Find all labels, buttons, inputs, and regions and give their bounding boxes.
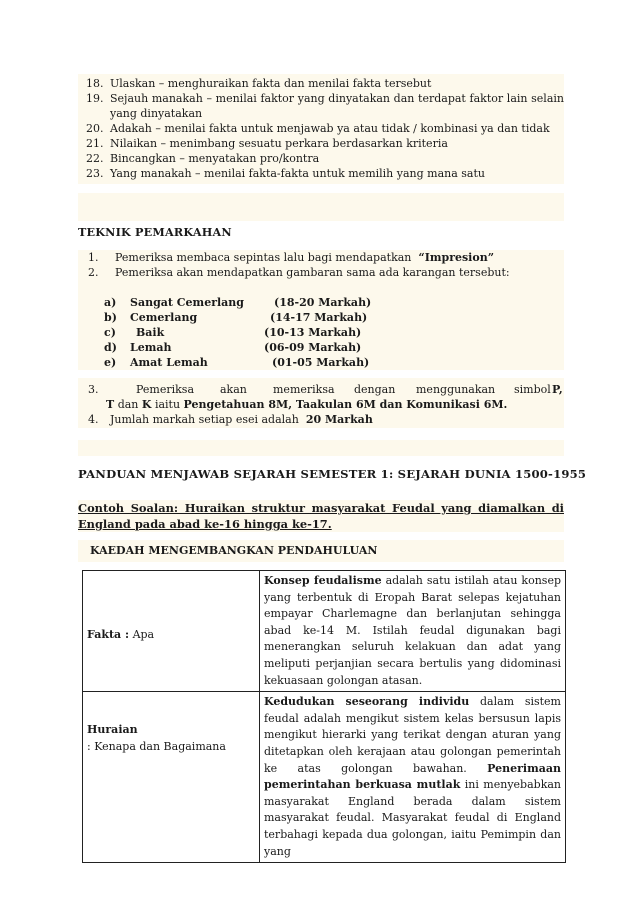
kaedah-heading: KAEDAH MENGEMBANGKAN PENDAHULUAN [78,540,564,562]
list-item: 23. Yang manakah – menilai fakta-fakta untuk memilih yang mana satu [86,167,485,180]
table-row [83,571,566,692]
table-cell-content: Kedudukan seseorang individu dalam sistem feudal adalah mengikut sistem kelas bersusun lapis mengikut hierarki yang terikat dengan aturan yang ditetapkan oleh kerajaan atau golongan pemerintah ke atas golongan bawahan. Penerimaan pemerintahan berkuasa mutlak ini menyebabkan masyarakat England berada dalam sistem masyarakat feudal. Masyarakat feudal di England terbahagi kepada dua golongan, iaitu Pemimpin dan yang [260,692,566,863]
list-item: 21. Nilaikan – menimbang sesuatu perkara berdasarkan kriteria [86,137,448,150]
list-item: 19. Sejauh manakah – menilai faktor yang dinyatakan dan terdapat faktor lain selain yang dinyatakan [86,92,564,120]
table-row [83,692,566,863]
grade-row: e) Amat Lemah (01-05 Markah) [104,356,370,369]
section-heading-panduan: PANDUAN MENJAWAB SEJARAH SEMESTER 1: SEJARAH DUNIA 1500-1955 [78,467,587,481]
grade-row: d) Lemah (06-09 Markah) [104,341,362,354]
kaedah-table [82,570,566,863]
glossary-list [78,74,564,184]
shaded-spacer [78,193,564,221]
contoh-soalan: Contoh Soalan: Huraikan struktur masyarakat Feudal yang diamalkan di England pada abad ke-16 hingga ke-17. [78,501,564,531]
list-item: 2. Pemeriksa akan mendapatkan gambaran sama ada karangan tersebut: [88,266,510,279]
grade-row: b) Cemerlang (14-17 Markah) [104,311,368,324]
table-cell-label: Fakta : Apa [83,571,260,692]
grade-row: a) Sangat Cemerlang (18-20 Markah) [104,296,372,309]
list-item-continuation: T dan K iaitu Pengetahuan 8M, Taakulan 6M dan Komunikasi 6M. [106,398,508,411]
table-cell-content: Konsep feudalisme adalah satu istilah atau konsep yang terbentuk di Eropah Barat selepas kejatuhan empayar Charlemagne dan berlanjutan sehingga abad ke-14 M. Istilah feudal digunakan bagi menerangkan seluruh kelakuan dan adat yang meliputi perjanjian secara bertulis yang didominasi kekuasaan golongan atasan. [260,571,566,692]
list-item: 3. Pemeriksa akan memeriksa dengan menggunakan simbol P, [88,383,563,396]
list-item: 22. Bincangkan – menyatakan pro/kontra [86,152,320,165]
section-heading-teknik: TEKNIK PEMARKAHAN [78,225,232,239]
table-cell-label: Huraian : Kenapa dan Bagaimana [83,692,260,863]
list-item: 20. Adakah – menilai fakta untuk menjawab ya atau tidak / kombinasi ya dan tidak [86,122,550,135]
list-item: 1. Pemeriksa membaca sepintas lalu bagi mendapatkan “Impresion” [88,251,495,264]
shaded-spacer [78,440,564,456]
list-item: 18. Ulaskan – menghuraikan fakta dan menilai fakta tersebut [86,77,432,90]
list-item: 4. Jumlah markah setiap esei adalah 20 Markah [88,413,373,426]
teknik-list [78,250,564,280]
teknik-list-continued [78,378,564,428]
grade-list [78,280,564,370]
grade-row: c) Baik (10-13 Markah) [104,326,362,339]
